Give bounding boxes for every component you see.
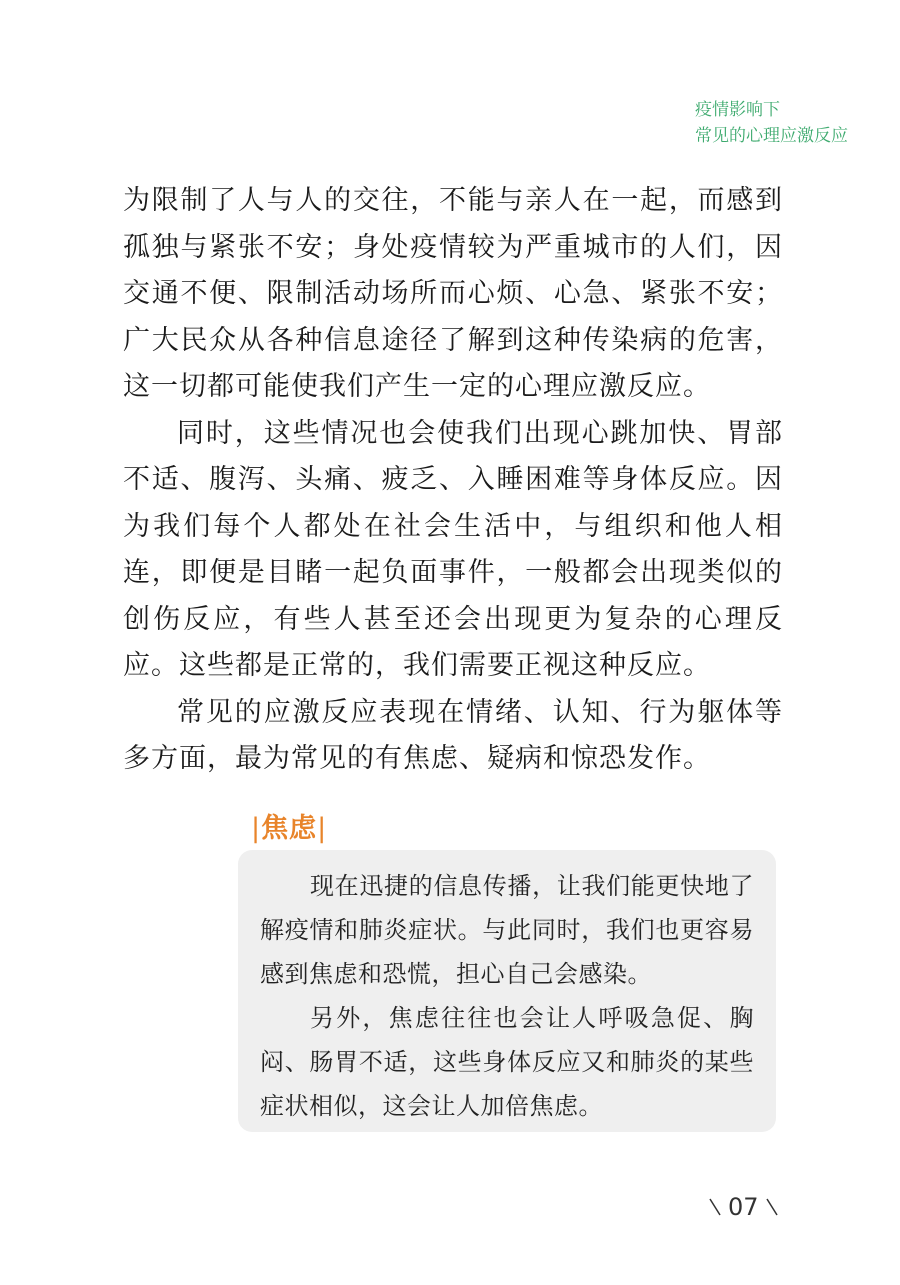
title-bar-left-icon: | <box>251 813 262 844</box>
running-header-line-2: 常见的心理应激反应 <box>695 126 848 146</box>
callout-paragraph-1: 现在迅捷的信息传播，让我们能更快地了解疫情和肺炎症状。与此同时，我们也更容易感到焦虑和恐慌，担心自己会感染。 <box>260 872 754 988</box>
body-paragraph-1: 为限制了人与人的交往，不能与亲人在一起，而感到孤独与紧张不安；身处疫情较为严重城市的人们，因交通不便、限制活动场所而心烦、心急、紧张不安；广大民众从各种信息途径了解到这种传染病的危害，这一切都可能使我们产生一定的心理应激反应。 <box>123 185 783 402</box>
callout-box <box>238 850 776 1132</box>
backslash-left-icon <box>708 1195 722 1219</box>
page-number <box>708 1193 779 1221</box>
section-title <box>251 812 327 846</box>
backslash-right-icon <box>765 1195 779 1219</box>
page-number-text: 07 <box>728 1193 759 1221</box>
body-paragraph-3: 常见的应激反应表现在情绪、认知、行为躯体等多方面，最为常见的有焦虑、疑病和惊恐发作。 <box>123 696 783 774</box>
running-header-line-1: 疫情影响下 <box>695 100 780 120</box>
callout-paragraph-2: 另外，焦虑往往也会让人呼吸急促、胸闷、肠胃不适，这些身体反应又和肺炎的某些症状相似，这会让人加倍焦虑。 <box>260 1004 754 1120</box>
title-bar-right-icon: | <box>317 813 328 844</box>
running-header <box>695 97 848 149</box>
body-text <box>123 178 783 783</box>
section-title-text: 焦虑 <box>261 813 318 844</box>
body-paragraph-2: 同时，这些情况也会使我们出现心跳加快、胃部不适、腹泻、头痛、疲乏、入睡困难等身体反应。因为我们每个人都处在社会生活中，与组织和他人相连，即便是目睹一起负面事件，一般都会出现类似的创伤反应，有些人甚至还会出现更为复杂的心理反应。这些都是正常的，我们需要正视这种反应。 <box>123 417 783 681</box>
